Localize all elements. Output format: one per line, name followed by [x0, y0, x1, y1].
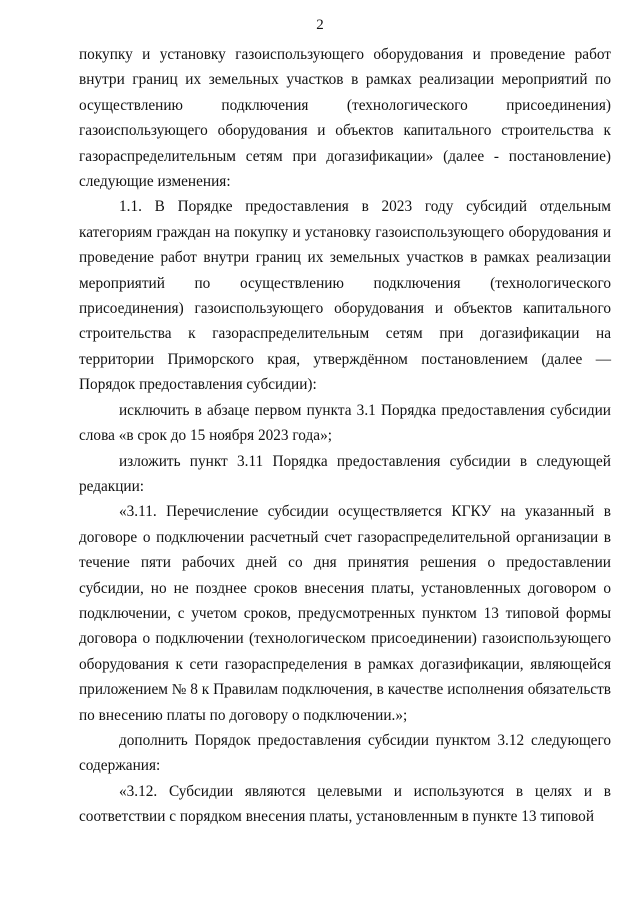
- paragraph-add-3-12: дополнить Порядок предоставления субсидии пунктом 3.12 следующего содержания:: [79, 731, 611, 775]
- paragraph-text-3-12: «3.12. Субсидии являются целевыми и используются в целях и в соответствии с порядком внесения платы, установленным в пункте 13 типовой: [79, 782, 611, 826]
- paragraph-amend-3-11: изложить пункт 3.11 Порядка предоставления субсидии в следующей редакции:: [79, 452, 611, 495]
- page-number: 2: [316, 17, 324, 33]
- paragraph-continuation: покупку и установку газоиспользующего оборудования и проведение работ внутри границ их земельных участков в рамках реализации мероприятий по осуществлению подключения (технологического присоединения) газоиспользующего оборудования и объектов капитального строительства к газораспределительным сетям при догазификации» (далее - постановление) следующие изменения:: [79, 46, 611, 191]
- document-body: [79, 42, 611, 830]
- paragraph-item-1-1: 1.1. В Порядке предоставления в 2023 году субсидий отдельным категориям граждан на покупку и установку газоиспользующего оборудования и проведение работ внутри границ их земельных участков в рамках реализации мероприятий по осуществлению подключения (технологического присоединения) газоиспользующего оборудования и объектов капитального строительства к газораспределительным сетям при догазификации на территории Приморского края, утверждённом постановлением (далее — Порядок предоставления субсидии):: [79, 198, 611, 394]
- paragraph-exclude-3-1: исключить в абзаце первом пункта 3.1 Порядка предоставления субсидии слова «в срок до 15 ноября 2023 года»;: [79, 401, 611, 445]
- paragraph-text-3-11: «3.11. Перечисление субсидии осуществляется КГКУ на указанный в договоре о подключении расчетный счет газораспределительной организации в течение пяти рабочих дней со дня принятия решения о предоставлении субсидии, но не позднее сроков внесения платы, установленных договором о подключении, с учетом сроков, предусмотренных пунктом 13 типовой формы договора о подключении (технологическом присоединении) газоиспользующего оборудования к сети газораспределения в рамках догазификации, являющейся приложением № 8 к Правилам подключения, в качестве исполнения обязательств по внесению платы по договору о подключении.»;: [79, 503, 611, 724]
